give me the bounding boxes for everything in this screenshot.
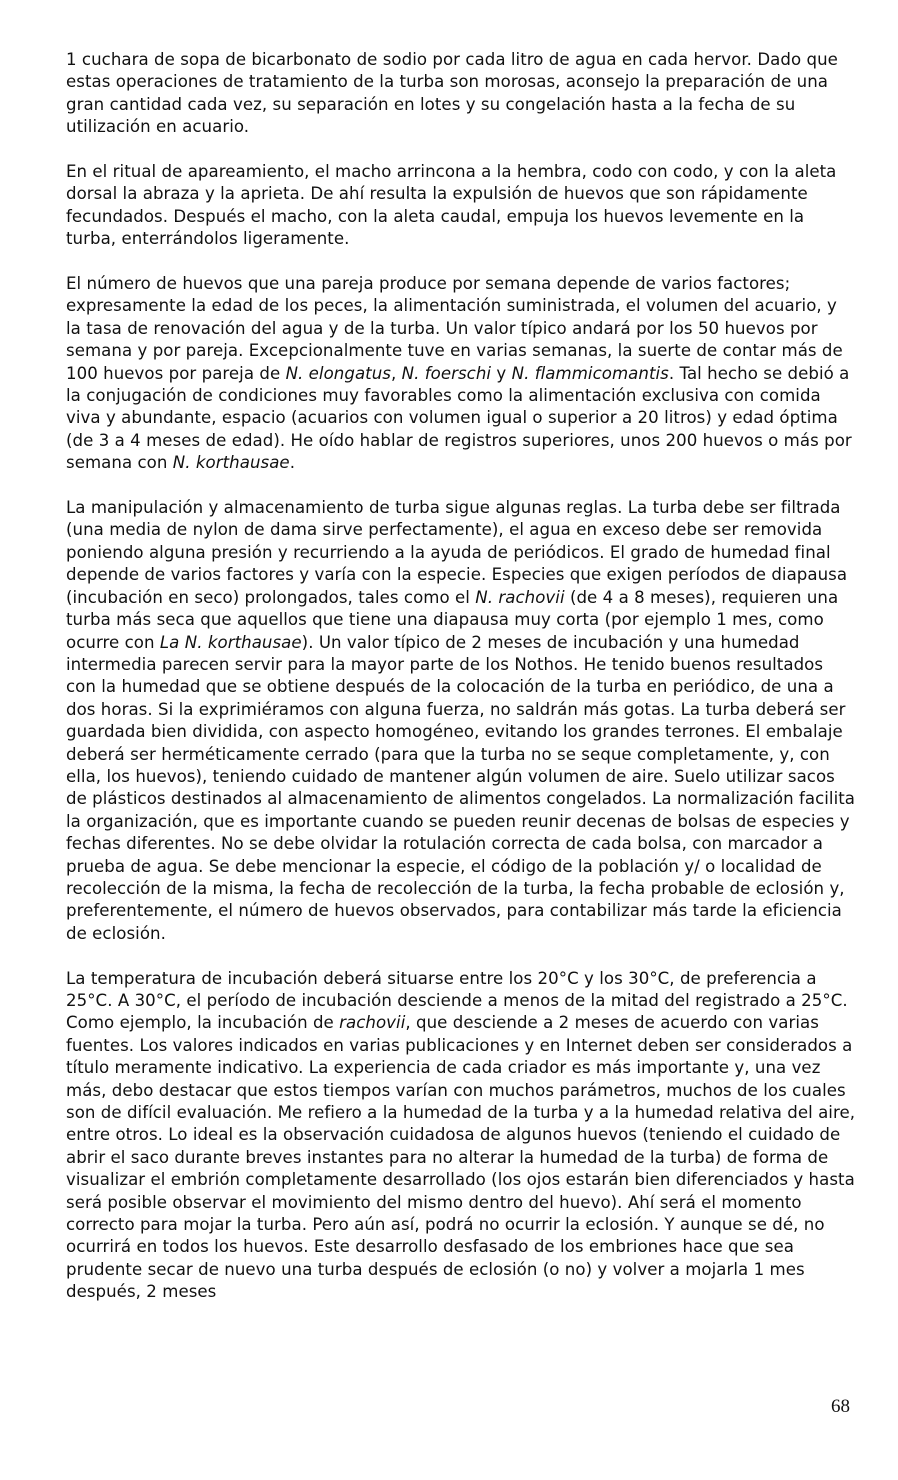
species-name: N. rachovii xyxy=(475,587,565,607)
paragraph xyxy=(66,497,856,945)
paragraph xyxy=(66,273,856,475)
text-run: . Tal hecho se debió a la conjugación de condiciones muy favorables como la alimentación exclusiva con comida viva y abundante, espacio (acuarios con volumen igual o superior a 20 litros) y edad óptima (de 3 a 4 meses de edad). He oído hablar de registros superiores, unos 200 huevos o más por semana con xyxy=(66,363,852,473)
species-name: La N. korthausae xyxy=(159,632,302,652)
text-run: 1 cuchara de sopa de bicarbonato de sodio por cada litro de agua en cada hervor. Dado que estas operaciones de tratamiento de la turba son morosas, aconsejo la preparación de una gran cantidad cada vez, su separación en lotes y su congelación hasta a la fecha de su utilización en acuario. xyxy=(66,50,838,137)
paragraph xyxy=(66,968,856,1304)
species-name: N. foerschi xyxy=(401,363,492,383)
text-run: La temperatura de incubación deberá situarse entre los 20°C y los 30°C, de preferencia a 25°C. A 30°C, el período de incubación desciende a menos de la mitad del registrado a 25°C. Como ejemplo, la incubación de xyxy=(66,968,848,1033)
paragraph xyxy=(66,49,856,139)
text-run: (de 4 a 8 meses), requieren una turba más seca que aquellos que tiene una diapausa muy corta (por ejemplo 1 mes, como ocurre con xyxy=(66,587,839,652)
species-name: N. flammicomantis xyxy=(511,363,669,383)
species-name: rachovii xyxy=(339,1013,406,1033)
text-run: . xyxy=(289,453,296,473)
page-body xyxy=(66,49,856,1304)
text-run: , xyxy=(390,363,402,383)
paragraph xyxy=(66,161,856,251)
species-name: N. korthausae xyxy=(172,453,290,473)
species-name: N. elongatus xyxy=(285,363,391,383)
text-run: , que desciende a 2 meses de acuerdo con varias fuentes. Los valores indicados en varias publicaciones y en Internet deben ser considerados a título meramente indicativo. La experiencia de cada criador es más importante y, una vez más, debo destacar que estos tiempos varían con muchos parámetros, muchos de los cuales son de difícil evaluación. Me refiero a la humedad de la turba y a la humedad relativa del aire, entre otros. Lo ideal es la observación cuidadosa de algunos huevos (teniendo el cuidado de abrir el saco durante breves instantes para no alterar la humedad de la turba) de forma de visualizar el embrión completamente desarrollado (los ojos estarán bien diferenciados y hasta será posible observar el movimiento del mismo dentro del huevo). Ahí será el momento correcto para mojar la turba. Pero aún así, podrá no ocurrir la eclosión. Y aunque se dé, no ocurrirá en todos los huevos. Este desarrollo desfasado de los embriones hace que sea prudente secar de nuevo una turba después de eclosión (o no) y volver a mojarla 1 mes después, 2 meses xyxy=(66,1013,856,1302)
page-number: 68 xyxy=(831,1396,850,1417)
text-run: ). Un valor típico de 2 meses de incubación y una humedad intermedia parecen servir para la mayor parte de los Nothos. He tenido buenos resultados con la humedad que se obtiene después de la colocación de la turba en periódico, de una a dos horas. Si la exprimiéramos con alguna fuerza, no saldrán más gotas. La turba deberá ser guardada bien dividida, con aspecto homogéneo, evitando los grandes terrones. El embalaje deberá ser herméticamente cerrado (para que la turba no se seque completamente, y, con ella, los huevos), teniendo cuidado de mantener algún volumen de aire. Suelo utilizar sacos de plásticos destinados al almacenamiento de alimentos congelados. La normalización facilita la organización, que es importante cuando se pueden reunir decenas de bolsas de especies y fechas diferentes. No se debe olvidar la rotulación correcta de cada bolsa, con marcador a prueba de agua. Se debe mencionar la especie, el código de la población y/ o localidad de recolección de la misma, la fecha de recolección de la turba, la fecha probable de eclosión y, preferentemente, el número de huevos observados, para contabilizar más tarde la eficiencia de eclosión. xyxy=(66,632,856,943)
text-run: La manipulación y almacenamiento de turba sigue algunas reglas. La turba debe ser filtrada (una media de nylon de dama sirve perfectamente), el agua en exceso debe ser removida poniendo alguna presión y recurriendo a la ayuda de periódicos. El grado de humedad final depende de varios factores y varía con la especie. Especies que exigen períodos de diapausa (incubación en seco) prolongados, tales como el xyxy=(66,498,848,607)
text-run: y xyxy=(491,363,512,383)
text-run: El número de huevos que una pareja produce por semana depende de varios factores; expresamente la edad de los peces, la alimentación suministrada, el volumen del acuario, y la tasa de renovación del agua y de la turba. Un valor típico andará por los 50 huevos por semana y por pareja. Excepcionalmente tuve en varias semanas, la suerte de contar más de 100 huevos por pareja de xyxy=(66,274,843,383)
text-run: En el ritual de apareamiento, el macho arrincona a la hembra, codo con codo, y con la aleta dorsal la abraza y la aprieta. De ahí resulta la expulsión de huevos que son rápidamente fecundados. Después el macho, con la aleta caudal, empuja los huevos levemente en la turba, enterrándolos ligeramente. xyxy=(66,162,837,249)
